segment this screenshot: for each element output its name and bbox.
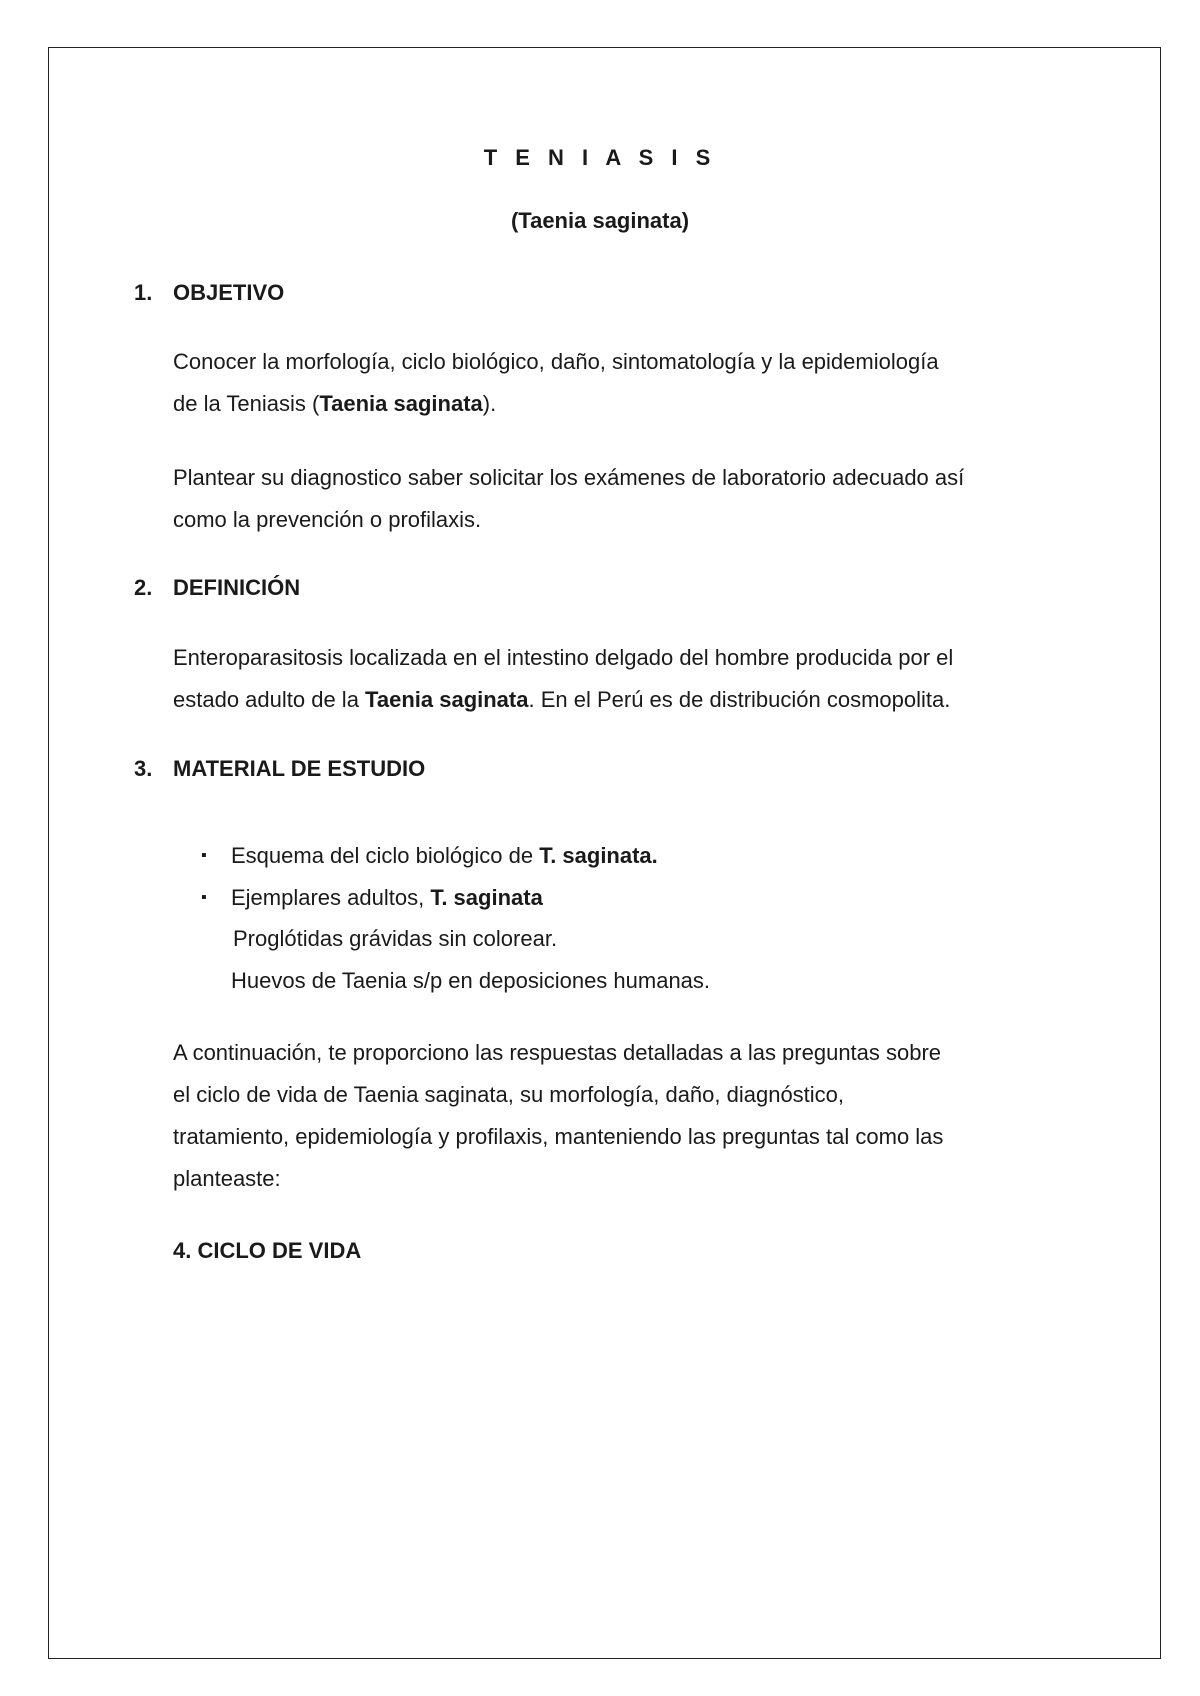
list-item [0,885,1200,915]
section-number: 2. [134,575,153,600]
list-continuation-line: Proglótidas grávidas sin colorear. [233,926,558,951]
list-item [0,843,1200,873]
document-subtitle: (Taenia saginata) [510,208,690,233]
bullet-icon: ▪ [201,847,207,864]
list-item-text: Ejemplares adultos, T. saginata [231,885,543,910]
intro-paragraph-line: tratamiento, epidemiología y profilaxis, manteniendo las preguntas tal como las [173,1124,944,1149]
list-continuation-line: Huevos de Taenia s/p en deposiciones humanas. [231,968,711,993]
objetivo-paragraph-line: de la Teniasis (Taenia saginata). [173,391,497,416]
objetivo-paragraph-line: Plantear su diagnostico saber solicitar los exámenes de laboratorio adecuado así [173,465,965,490]
section-title: OBJETIVO [173,280,285,305]
definicion-paragraph-line: estado adulto de la Taenia saginata. En el Perú es de distribución cosmopolita. [173,687,951,712]
intro-paragraph-line: planteaste: [173,1166,281,1191]
definicion-paragraph-line: Enteroparasitosis localizada en el intestino delgado del hombre producida por el [173,645,954,670]
section-title: MATERIAL DE ESTUDIO [173,756,426,781]
objetivo-paragraph-line: Conocer la morfología, ciclo biológico, daño, sintomatología y la epidemiología [173,349,939,374]
intro-paragraph-line: A continuación, te proporciono las respuestas detalladas a las preguntas sobre [173,1040,942,1065]
section-number: 1. [134,280,153,305]
section-number: 3. [134,756,153,781]
list-item-text: Esquema del ciclo biológico de T. saginata. [231,843,658,868]
bullet-icon: ▪ [201,889,207,906]
objetivo-paragraph-line: como la prevención o profilaxis. [173,507,482,532]
intro-paragraph-line: el ciclo de vida de Taenia saginata, su morfología, daño, diagnóstico, [173,1082,845,1107]
section-title: DEFINICIÓN [173,575,301,600]
document-title: T E N I A S I S [483,145,717,170]
section-heading-ciclo-de-vida: 4. CICLO DE VIDA [173,1238,362,1263]
